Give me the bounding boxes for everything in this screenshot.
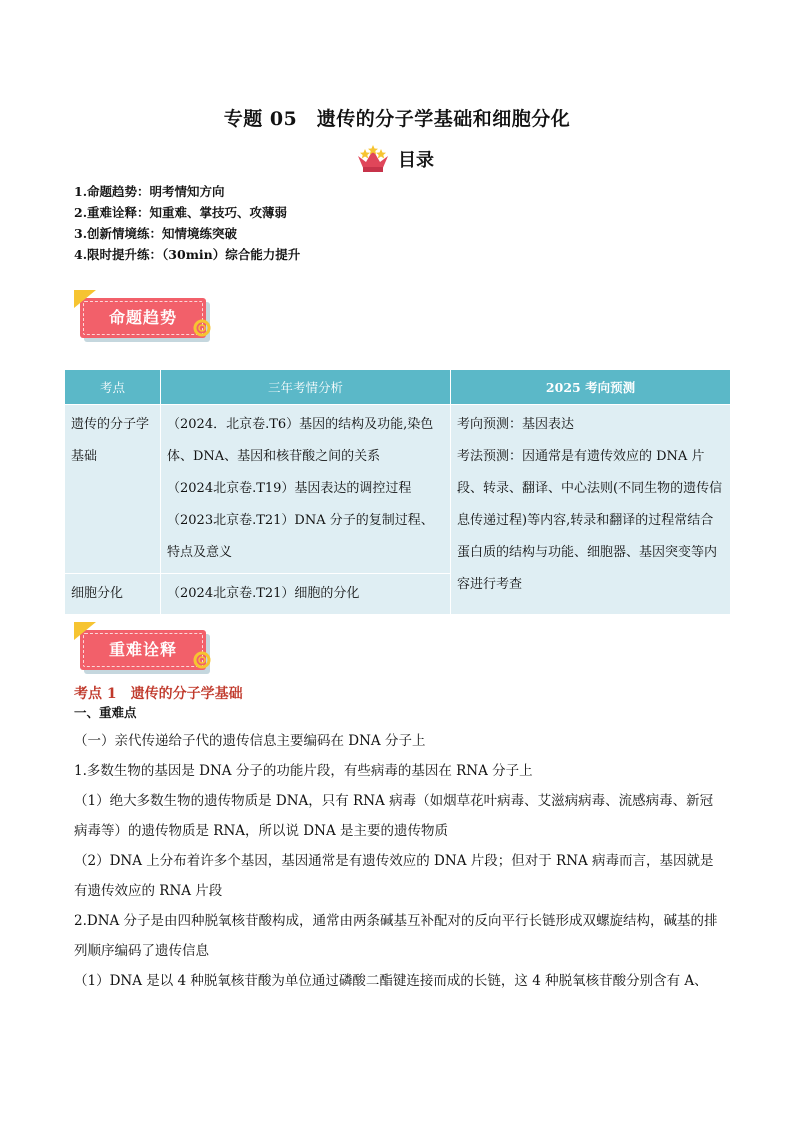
table-cell-analysis — [161, 574, 451, 615]
corner-triangle-icon — [74, 620, 98, 642]
paragraph: （1）DNA 是以 4 种脱氧核苷酸为单位通过磷酸二酯键连接而成的长链，这 4 种脱氧核苷酸分别含有 A、 — [74, 973, 708, 989]
paragraph: 2.DNA 分子是由四种脱氧核苷酸构成，通常由两条碱基互补配对的反向平行长链形成双螺旋结构，碱基的排列顺序编码了遗传信息 — [74, 913, 718, 959]
table-header-analysis: 三年考情分析 — [161, 370, 451, 405]
key-banner — [74, 620, 214, 680]
table-cell-forecast — [451, 405, 731, 615]
paragraph: （2）DNA 上分布着许多个基因，基因通常是有遗传效应的 DNA 片段；但对于 RNA 病毒而言，基因就是有遗传效应的 RNA 片段 — [74, 853, 714, 899]
analysis-line: （2024北京卷.T19）基因表达的调控过程 — [167, 481, 412, 496]
section-title: 考点 1 遗传的分子学基础 — [74, 686, 243, 702]
forecast-line: 考法预测：因通常是有遗传效应的 DNA 片段、转录、翻译、中心法则(不同生物的遗传信息传递过程)等内容,转录和翻译的过程常结合蛋白质的结构与功能、细胞器、基因突变等内容进行考查 — [457, 449, 723, 592]
toc-label: 目录 — [398, 150, 434, 171]
table-header-forecast: 2025 考向预测 — [451, 370, 731, 405]
table-cell-topic: 细胞分化 — [65, 574, 161, 615]
table-cell-analysis — [161, 405, 451, 574]
section-body — [74, 726, 726, 996]
table-row — [65, 405, 731, 574]
crown-icon — [356, 144, 390, 174]
toc-item: 2.重难诠释：知重难、掌技巧、攻薄弱 — [74, 205, 288, 220]
toc-heading — [356, 142, 434, 176]
analysis-line: （2024．北京卷.T6）基因的结构及功能,染色体、DNA、基因和核苷酸之间的关系 — [167, 417, 434, 464]
toc-item: 4.限时提升练：（30min）综合能力提升 — [74, 247, 301, 262]
section-subtitle: 一、重难点 — [74, 705, 137, 720]
paragraph: （一）亲代传递给子代的遗传信息主要编码在 DNA 分子上 — [74, 733, 426, 749]
ring-icon — [192, 650, 212, 670]
page-title: 专题 05 遗传的分子学基础和细胞分化 — [223, 108, 571, 130]
table-cell-topic: 遗传的分子学基础 — [65, 405, 161, 574]
toc-list — [74, 181, 300, 265]
key-banner-label: 重难诠释 — [108, 640, 177, 659]
trend-banner — [74, 288, 214, 348]
paragraph: （1）绝大多数生物的遗传物质是 DNA，只有 RNA 病毒（如烟草花叶病毒、艾滋病病毒、流感病毒、新冠病毒等）的遗传物质是 RNA，所以说 DNA 是主要的遗传物质 — [74, 793, 714, 839]
trend-banner-label: 命题趋势 — [108, 308, 177, 327]
analysis-line: （2023北京卷.T21）DNA 分子的复制过程、特点及意义 — [167, 513, 434, 560]
toc-item: 1.命题趋势：明考情知方向 — [74, 184, 225, 199]
toc-item: 3.创新情境练：知情境练突破 — [74, 226, 238, 241]
forecast-line: 考向预测：基因表达 — [457, 417, 575, 432]
analysis-line: （2024北京卷.T21）细胞的分化 — [167, 586, 360, 601]
table-header-topic: 考点 — [65, 370, 161, 405]
exam-analysis-table — [64, 369, 731, 615]
paragraph: 1.多数生物的基因是 DNA 分子的功能片段，有些病毒的基因在 RNA 分子上 — [74, 763, 533, 779]
corner-triangle-icon — [74, 288, 98, 310]
ring-icon — [192, 318, 212, 338]
